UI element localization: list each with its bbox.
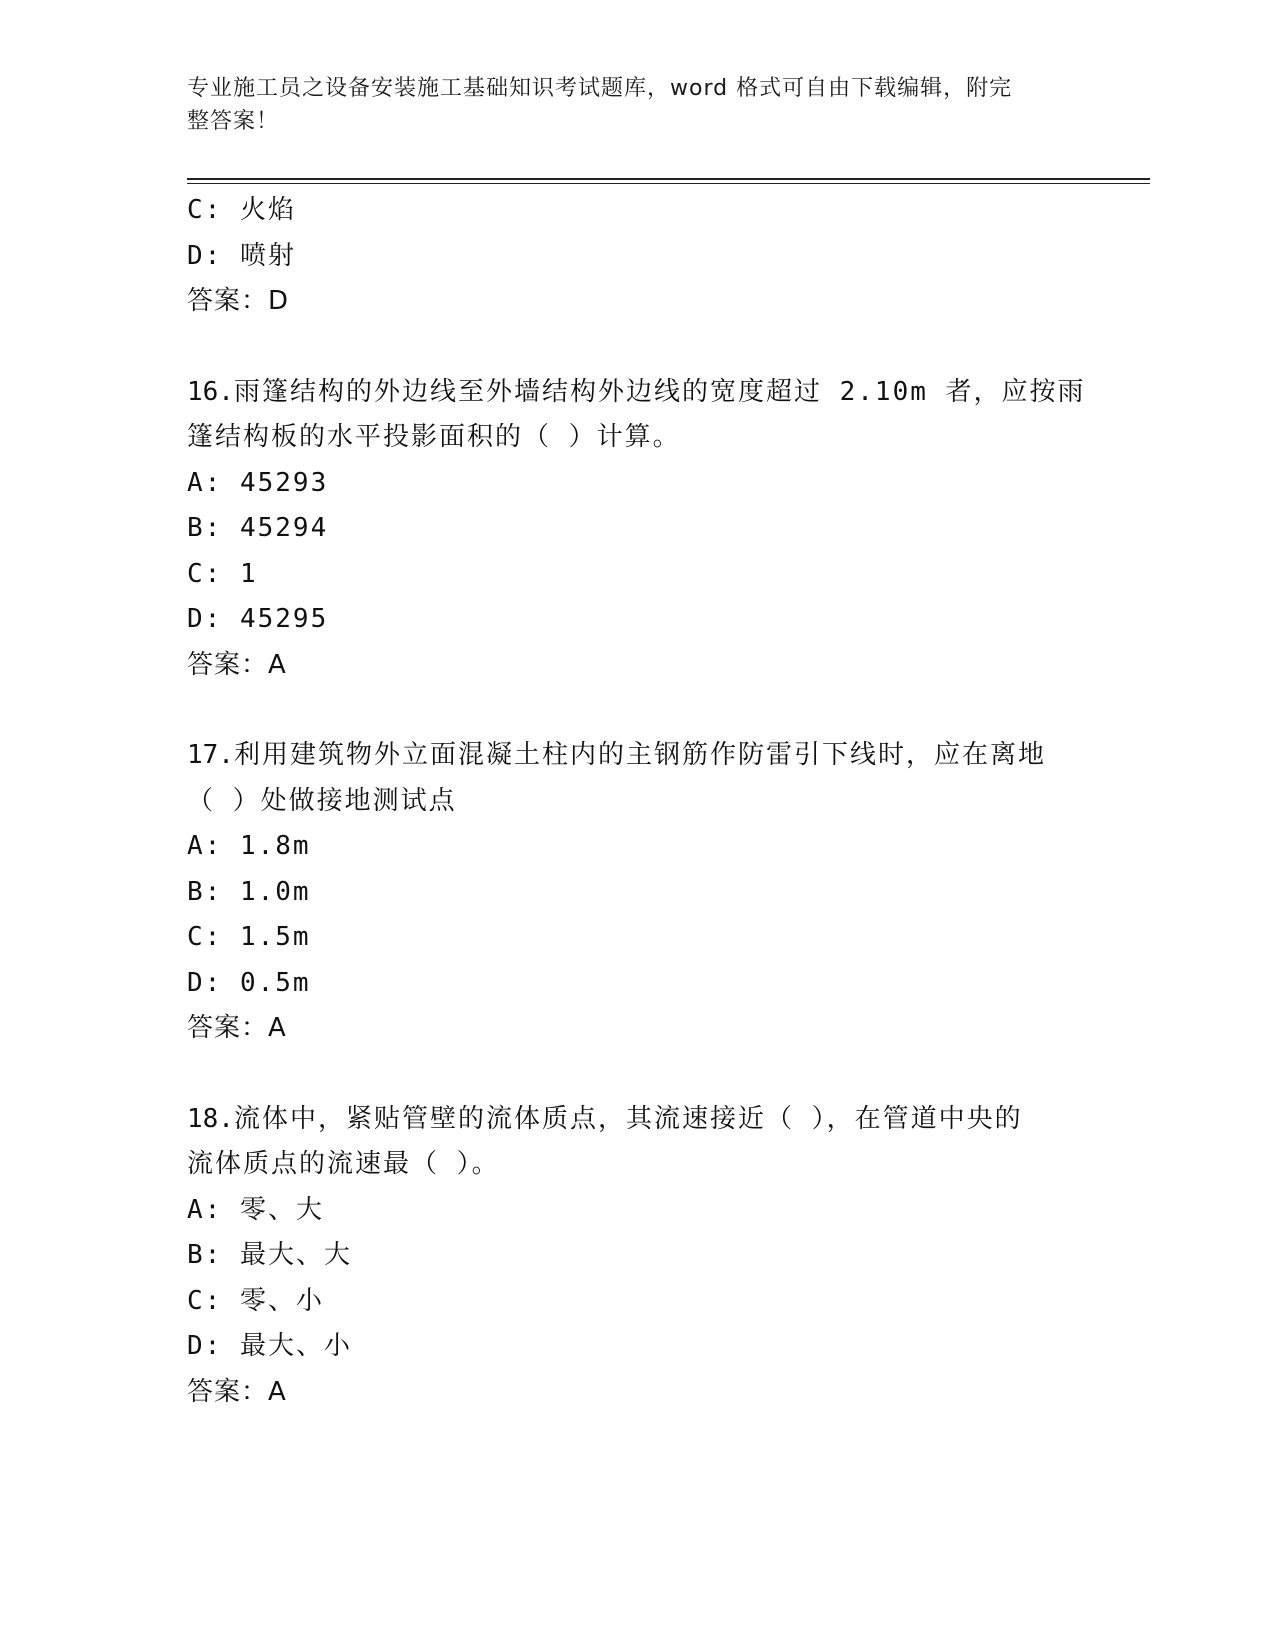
option-a (187, 824, 1087, 870)
question-stem-line-1 (187, 733, 1087, 779)
option-c (187, 915, 1087, 961)
option-letter: C: (187, 922, 223, 952)
option-letter: A: (187, 831, 223, 861)
question-18 (187, 1097, 1087, 1416)
option-text: 45293 (239, 467, 329, 498)
option-b (187, 1233, 1087, 1279)
option-b (187, 506, 1087, 552)
option-text: 火焰 (239, 195, 296, 225)
document-header (187, 72, 1067, 138)
option-d (187, 234, 1087, 280)
option-text: 零、大 (239, 1194, 324, 1225)
question-15-tail (187, 188, 1087, 325)
option-letter: D: (187, 1331, 223, 1361)
option-letter: D: (187, 967, 223, 998)
question-number: 16. (187, 376, 234, 407)
header-line-2: 整答案！ (187, 109, 280, 134)
option-c (187, 188, 1087, 234)
question-stem-line-2: 篷结构板的水平投影面积的（ ）计算。 (187, 422, 681, 452)
question-stem-line-2: 流体质点的流速最（ ）。 (187, 1149, 500, 1179)
question-stem-text: 雨篷结构的外边线至外墙结构外边线的宽度超过 2.10m 者，应按雨 (233, 376, 1086, 407)
option-text: 最大、小 (239, 1331, 352, 1361)
option-letter: C: (187, 1285, 223, 1316)
question-number: 17. (187, 740, 234, 770)
option-text: 最大、大 (239, 1240, 352, 1270)
option-text: 1.5m (239, 922, 311, 952)
option-letter: B: (187, 513, 223, 543)
answer-line: 答案：A (187, 649, 287, 680)
option-text: 1.8m (239, 831, 311, 861)
option-text: 零、小 (239, 1285, 324, 1316)
option-letter: A: (187, 1194, 223, 1225)
header-divider-thick (187, 178, 1150, 180)
option-letter: C: (187, 195, 223, 225)
option-letter: D: (187, 240, 223, 271)
question-stem-line-1 (187, 370, 1087, 416)
answer-line: 答案：A (187, 1376, 287, 1407)
option-b (187, 870, 1087, 916)
header-divider-thin (187, 183, 1150, 184)
option-a (187, 1188, 1087, 1234)
option-text: 45295 (239, 604, 329, 634)
option-letter: B: (187, 1240, 223, 1270)
option-c (187, 1279, 1087, 1325)
option-letter: D: (187, 604, 223, 634)
option-d (187, 597, 1087, 643)
option-text: 喷射 (239, 240, 296, 271)
option-text: 1 (239, 558, 258, 589)
question-stem-line-2: （ ）处做接地测试点 (187, 785, 457, 816)
question-stem-line-1 (187, 1097, 1087, 1143)
question-16 (187, 370, 1087, 689)
answer-line: 答案：A (187, 1013, 287, 1043)
question-stem-text: 利用建筑物外立面混凝土柱内的主钢筋作防雷引下线时，应在离地 (233, 740, 1046, 770)
option-text: 1.0m (239, 876, 311, 907)
header-line-1: 专业施工员之设备安装施工基础知识考试题库，word 格式可自由下载编辑，附完 (187, 76, 1013, 101)
question-number: 18. (187, 1103, 234, 1134)
option-letter: C: (187, 558, 223, 589)
question-stem-text: 流体中，紧贴管壁的流体质点，其流速接近（ ），在管道中央的 (233, 1103, 1023, 1134)
option-letter: B: (187, 876, 223, 907)
option-text: 0.5m (239, 967, 311, 998)
option-text: 45294 (239, 513, 329, 543)
document-body (187, 188, 1087, 1415)
question-17 (187, 733, 1087, 1052)
answer-line: 答案：D (187, 286, 290, 316)
option-a (187, 461, 1087, 507)
option-d (187, 961, 1087, 1007)
option-d (187, 1324, 1087, 1370)
option-letter: A: (187, 467, 223, 498)
option-c (187, 552, 1087, 598)
